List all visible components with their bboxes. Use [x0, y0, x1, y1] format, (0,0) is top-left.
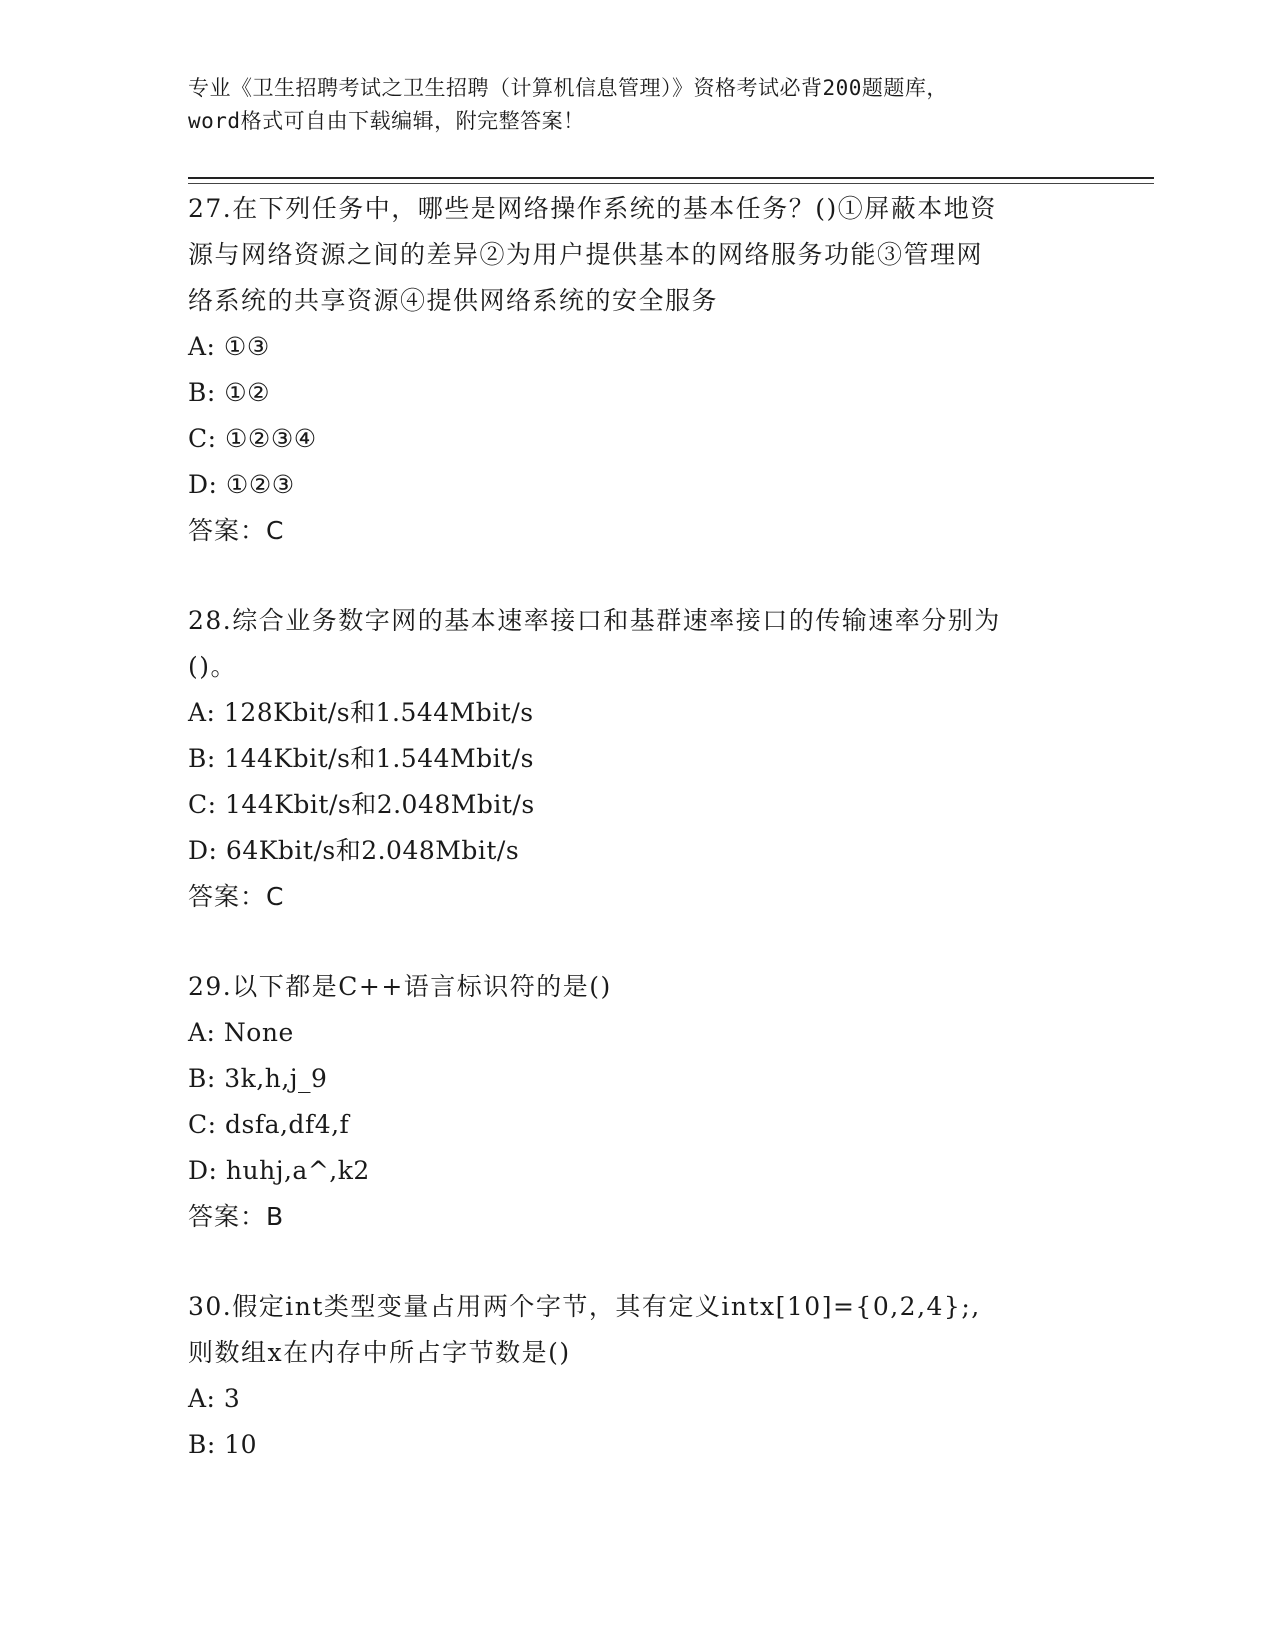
question-stem-line: 28.综合业务数字网的基本速率接口和基群速率接口的传输速率分别为 [188, 606, 1001, 635]
option-d: D: 64Kbit/s和2.048Mbit/s [188, 836, 520, 865]
question-stem-line: ()。 [188, 652, 238, 681]
question-stem-line: 29.以下都是C++语言标识符的是() [188, 972, 612, 1001]
option-b: B: 144Kbit/s和1.544Mbit/s [188, 744, 534, 773]
question-stem-line: 源与网络资源之间的差异②为用户提供基本的网络服务功能③管理网 [188, 240, 984, 269]
option-a: A: None [188, 1018, 294, 1047]
option-b: B: ①② [188, 378, 271, 407]
option-b: B: 10 [188, 1430, 258, 1459]
option-a: A: 128Kbit/s和1.544Mbit/s [188, 698, 534, 727]
question-stem-line: 络系统的共享资源④提供网络系统的安全服务 [188, 286, 719, 315]
question-stem-line: 27.在下列任务中，哪些是网络操作系统的基本任务？()①屏蔽本地资 [188, 194, 997, 223]
option-a: A: 3 [188, 1384, 241, 1413]
question-stem-line: 30.假定int类型变量占用两个字节，其有定义intx[10]={0,2,4};, [188, 1292, 981, 1321]
question-28 [188, 598, 1088, 920]
option-c: C: ①②③④ [188, 424, 317, 453]
header-divider-thin [188, 183, 1154, 184]
question-29 [188, 964, 1088, 1240]
option-c: C: dsfa,df4,f [188, 1110, 350, 1139]
header-divider-thick [188, 177, 1154, 179]
answer-label: 答案：B [188, 1202, 285, 1231]
answer-label: 答案：C [188, 516, 285, 545]
question-27 [188, 186, 1088, 554]
option-b: B: 3k,h,j_9 [188, 1064, 328, 1093]
option-c: C: 144Kbit/s和2.048Mbit/s [188, 790, 535, 819]
header-line-2: word格式可自由下载编辑，附完整答案！ [188, 109, 585, 133]
question-stem-line: 则数组x在内存中所占字节数是() [188, 1338, 571, 1367]
document-header [188, 72, 1088, 138]
question-30 [188, 1284, 1088, 1468]
answer-label: 答案：C [188, 882, 285, 911]
option-a: A: ①③ [188, 332, 270, 361]
header-line-1: 专业《卫生招聘考试之卫生招聘（计算机信息管理）》资格考试必背200题题库， [188, 76, 948, 100]
option-d: D: ①②③ [188, 470, 295, 499]
question-list [188, 186, 1088, 1512]
option-d: D: huhj,a^,k2 [188, 1156, 370, 1185]
